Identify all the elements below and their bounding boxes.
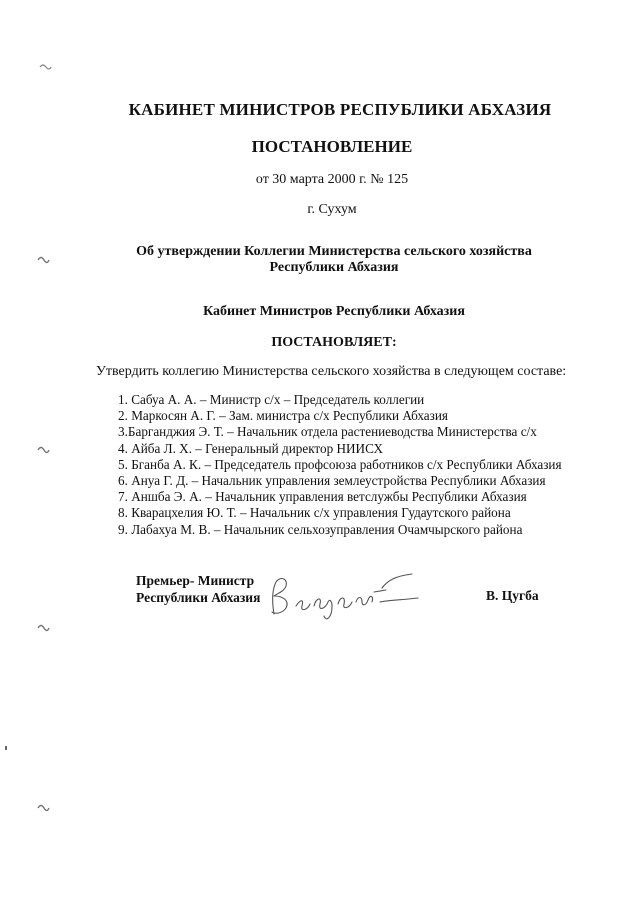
subject-line: Об утверждении Коллегии Министерства сельского хозяйства (136, 244, 532, 259)
scan-mark (36, 802, 50, 814)
handwritten-signature (262, 566, 422, 624)
cabinet-name: Кабинет Министров Республики Абхазия (203, 304, 465, 319)
list-item: 2. Маркосян А. Г. – Зам. министра с/х Республики Абхазия (118, 408, 448, 424)
scan-mark (4, 745, 8, 751)
list-item: 3.Барганджия Э. Т. – Начальник отдела растениеводства Министерства с/х (118, 424, 537, 440)
decrees-heading: ПОСТАНОВЛЯЕТ: (271, 335, 397, 350)
scan-mark (36, 622, 50, 634)
scan-mark (38, 62, 52, 72)
document-date-number: от 30 марта 2000 г. № 125 (255, 172, 409, 187)
subject-line: Республики Абхазия (269, 260, 399, 275)
signatory-position (136, 572, 260, 606)
list-item: 1. Сабуа А. А. – Министр с/х – Председатель коллегии (118, 392, 425, 407)
document-city: г. Сухум (307, 202, 357, 217)
members-list (118, 392, 562, 538)
position-line: Республики Абхазия (136, 590, 261, 605)
signatory-name: В. Цугба (486, 588, 539, 603)
list-item: 6. Ануа Г. Д. – Начальник управления землеустройства Республики Абхазия (118, 473, 546, 489)
list-item: 8. Кварацхелия Ю. Т. – Начальник с/х управления Гудаутского района (118, 505, 511, 521)
document-subject (14, 244, 640, 276)
list-item: 4. Айба Л. Х. – Генеральный директор НИИСХ (118, 440, 384, 456)
position-line: Премьер- Министр (136, 573, 255, 588)
list-item: 7. Аншба Э. А. – Начальник управления ветслужбы Республики Абхазия (118, 489, 527, 505)
intro-paragraph: Утвердить коллегию Министерства сельского хозяйства в следующем составе: (96, 364, 567, 379)
document-type: ПОСТАНОВЛЕНИЕ (251, 137, 413, 156)
scan-mark (36, 444, 50, 456)
organization-title: КАБИНЕТ МИНИСТРОВ РЕСПУБЛИКИ АБХАЗИЯ (128, 100, 552, 119)
list-item: 5. Бганба А. К. – Председатель профсоюза работников с/х Республики Абхазия (118, 456, 562, 472)
list-item: 9. Лабахуа М. В. – Начальник сельхозуправления Очамчырского района (118, 521, 523, 537)
